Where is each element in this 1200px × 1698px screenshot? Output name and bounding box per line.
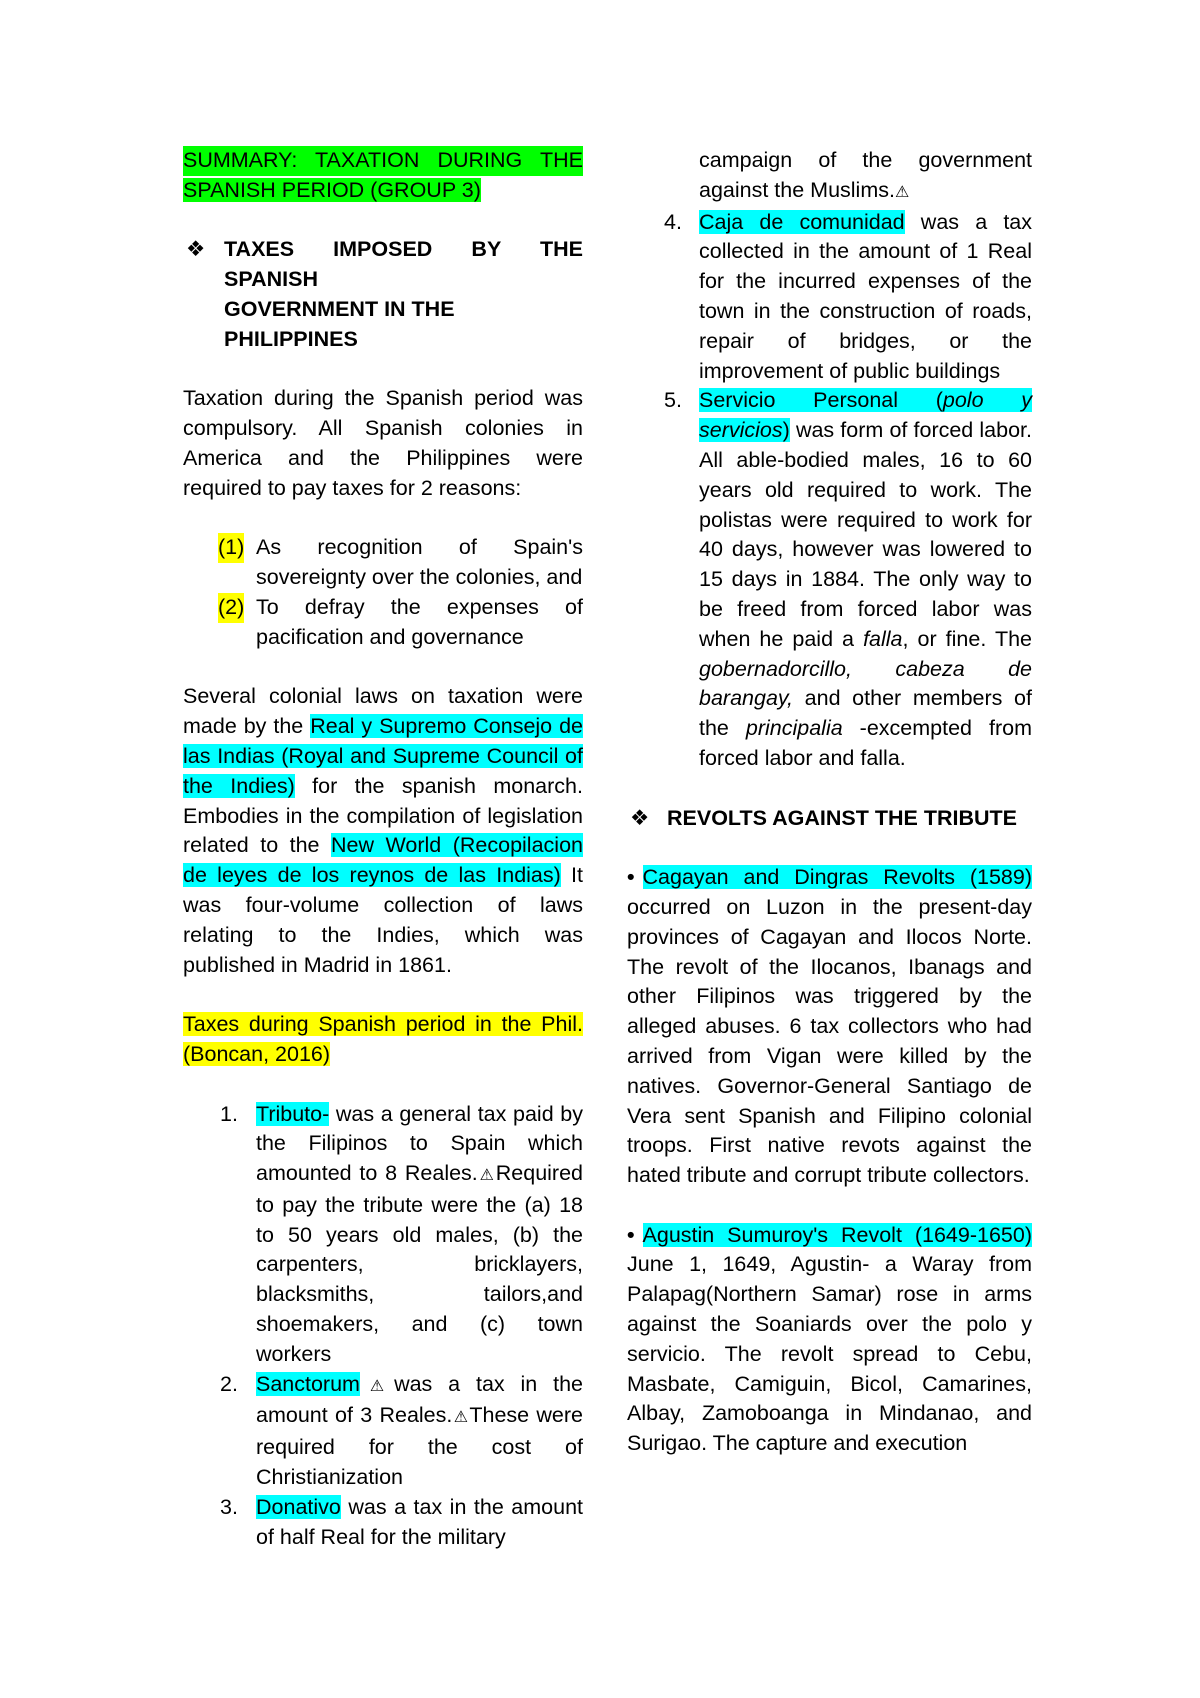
bullet-icon: •	[627, 1222, 635, 1247]
missing-glyph-icon: ⚠	[894, 183, 910, 201]
tax-item-caja-de-comunidad	[627, 208, 1032, 387]
right-column	[627, 146, 1032, 1459]
new-world-highlight: New World (Recopilacion de leyes de los reynos de las Indias)	[183, 833, 583, 888]
tax-name-text: Servicio Personal (	[699, 388, 943, 413]
heading-line-1: TAXES IMPOSED BY THE SPANISH	[224, 237, 583, 292]
laws-text-2: for the spanish monarch. Embodies in the compilation of legislation related to the	[183, 773, 583, 858]
missing-glyph-icon: ⚠	[452, 1409, 470, 1427]
item-number: 5.	[664, 388, 682, 413]
tax-item-donativo	[183, 1493, 583, 1553]
tax-name: Tributo-	[256, 1101, 330, 1126]
falla-term: falla	[863, 626, 903, 651]
missing-glyph-icon: ⚠	[359, 1377, 395, 1395]
laws-text-1: Several colonial laws on taxation were made by the	[183, 684, 583, 739]
tax-text: These were required for the cost of Christianization	[256, 1403, 584, 1490]
tax-name-italic: polo y servicios	[699, 388, 1032, 443]
revolt-name: Agustin Sumuroy's Revolt (1649-1650)	[642, 1222, 1032, 1247]
item-number: 3.	[220, 1494, 238, 1519]
bullet-icon: •	[627, 865, 635, 890]
item-number: 1.	[220, 1101, 238, 1126]
taxes-subheading	[183, 1010, 583, 1070]
tax-name: Caja de comunidad	[699, 209, 905, 234]
reason-text: As recognition of Spain's sovereignty over the colonies, and	[256, 535, 583, 590]
left-column	[183, 146, 583, 1552]
tax-text: -excempted from forced labor and falla.	[699, 716, 1032, 770]
reason-marker: (1)	[218, 533, 244, 563]
tax-name: Sanctorum	[256, 1371, 360, 1396]
title-line-1: SUMMARY: TAXATION DURING THE	[183, 146, 583, 176]
reason-marker: (2)	[218, 593, 244, 623]
heading-text: REVOLTS AGAINST THE TRIBUTE	[667, 805, 1017, 830]
tax-text: Required to pay the tribute were the (a) 18 to 50 years old males, (b) the carpenters, bricklayers, blacksmiths, tailors,and shoemakers, and (c) town workers	[256, 1161, 583, 1366]
tax-text: , or fine. The	[902, 626, 1033, 651]
item-number: 2.	[220, 1371, 238, 1396]
council-highlight: Real y Supremo Consejo de las Indias (Royal and Supreme Council of the Indies)	[183, 714, 583, 798]
principalia-term: principalia	[745, 716, 843, 741]
revolt-sumuroy	[627, 1221, 1032, 1459]
section-heading-taxes-imposed	[183, 235, 583, 354]
missing-glyph-icon: ⚠	[477, 1167, 496, 1185]
continuation-text: campaign of the government against the Muslims.	[699, 148, 1032, 202]
item-number: 4.	[664, 209, 682, 234]
revolt-cagayan-dingras	[627, 863, 1032, 1191]
document-title	[183, 146, 583, 206]
tax-text: and other members of the	[699, 686, 1032, 741]
gobernadorcillo-term: gobernadorcillo, cabeza de barangay,	[699, 656, 1032, 711]
tax-item-sanctorum	[183, 1370, 583, 1493]
laws-text-3: It was four-volume collection of laws relating to the Indies, which was published in Madrid in 1861.	[183, 863, 584, 977]
donativo-continuation	[627, 146, 1032, 208]
reason-text: To defray the expenses of pacification and governance	[256, 594, 583, 649]
tax-text: was a tax in the amount of 3 Reales.	[256, 1371, 583, 1428]
diamond-bullet-icon: ❖	[186, 237, 206, 262]
tax-text: was a tax in the amount of half Real for the military	[256, 1494, 583, 1549]
revolt-name: Cagayan and Dingras Revolts (1589)	[642, 865, 1032, 890]
tax-text: was form of forced labor. All able-bodied males, 16 to 60 years old required to work. The polistas were required to work for 40 days, however was lowered to 15 days in 1884. The only way to be freed from forced labor was when he paid a	[699, 418, 1032, 651]
section-heading-revolts	[627, 804, 1032, 834]
reason-item-2	[183, 593, 583, 653]
reason-item-1	[183, 533, 583, 593]
tax-item-servicio-personal	[627, 386, 1032, 773]
revolt-text: occurred on Luzon in the present-day provinces of Cagayan and Ilocos Norte. The revolt of the Ilocanos, Ibanags and other Filipinos was triggered by the alleged abuses. 6 tax collectors who had arrived from Vigan were killed by the natives. Governor-General Santiago de Vera sent Spanish and Filipino colonial troops. First native revots against the hated tribute and corrupt tribute collectors.	[627, 894, 1032, 1188]
revolt-text: June 1, 1649, Agustin- a Waray from Palapag(Northern Samar) rose in arms against the Soaniards over the polo y servicio. The revolt spread to Cebu, Masbate, Camiguin, Bicol, Camarines, Albay, Zamoboanga in Mindanao, and Surigao. The capture and execution	[627, 1252, 1032, 1456]
colonial-laws-paragraph	[183, 682, 583, 980]
tax-item-tributo	[183, 1100, 583, 1370]
title-line-2: SPANISH PERIOD (GROUP 3)	[183, 177, 481, 202]
taxes-subheading-text: Taxes during Spanish period in the Phil. (Boncan, 2016)	[183, 1012, 583, 1066]
tax-name-close: )	[782, 418, 790, 443]
diamond-bullet-icon: ❖	[630, 805, 650, 830]
intro-paragraph: Taxation during the Spanish period was compulsory. All Spanish colonies in America and the Philippines were required to pay taxes for 2 reasons:	[183, 386, 583, 500]
tax-text: was a general tax paid by the Filipinos to Spain which amounted to 8 Reales.	[256, 1101, 583, 1186]
tax-text: was a tax collected in the amount of 1 Real for the incurred expenses of the town in the construction of roads, repair of bridges, or the improvement of public buildings	[699, 209, 1032, 383]
heading-line-2: GOVERNMENT IN THE PHILIPPINES	[224, 296, 455, 351]
tax-name: Donativo	[256, 1494, 341, 1519]
